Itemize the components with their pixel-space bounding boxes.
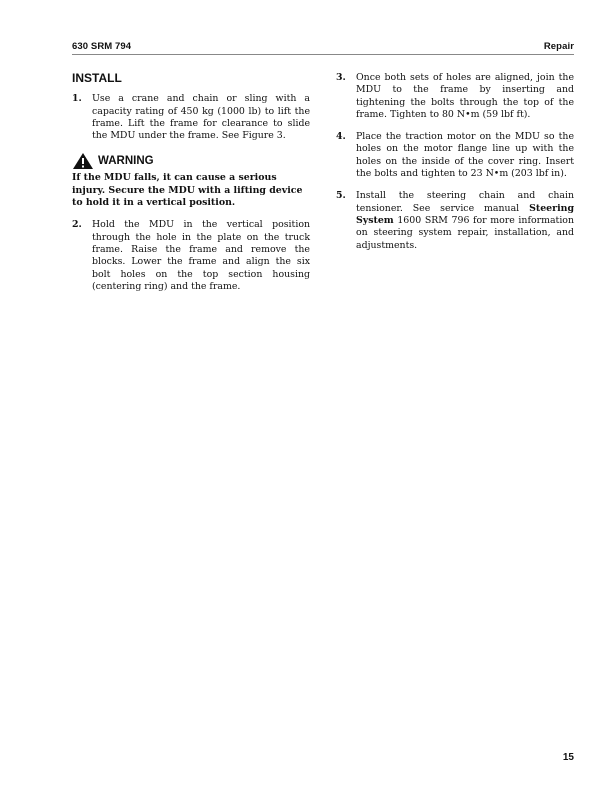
step-text: Use a crane and chain or sling with a capacity rating of 450 kg (1000 lb) to lift the frame. Lift the frame for clearance to slide the MDU under the frame. See Figure 3. (92, 93, 310, 142)
step-number: 3. (336, 72, 346, 83)
warning-header (72, 152, 310, 170)
header-section: Repair (543, 41, 574, 52)
right-column (336, 72, 574, 262)
step-text (356, 190, 574, 251)
warning-text: If the MDU falls, it can cause a serious injury. Secure the MDU with a lifting device to hold it in a vertical position. (72, 172, 303, 209)
step-5 (336, 190, 574, 251)
step-1 (72, 93, 310, 142)
warning-triangle-icon (72, 152, 94, 170)
step-3 (336, 72, 574, 121)
step-number: 1. (72, 93, 82, 105)
step-text: Once both sets of holes are aligned, join the MDU to the frame by inserting and tightening the bolts through the top of the frame. Tighten to 80 N•m (59 lbf ft). (356, 72, 574, 120)
step-text: Place the traction motor on the MDU so the holes on the motor flange line up with the holes on the inside of the cover ring. Insert the bolts and tighten to 23 N•m (203 lbf in). (356, 131, 574, 180)
step-number: 2. (72, 219, 82, 231)
page-number: 15 (562, 752, 574, 763)
step-2 (72, 219, 310, 293)
manual-title-reference: Steering System (356, 202, 574, 226)
step-number: 5. (336, 190, 346, 202)
header-manual-id: 630 SRM 794 (72, 41, 132, 52)
left-column (72, 72, 310, 303)
section-title: INSTALL (72, 71, 122, 85)
step-text-after: 1600 SRM 796 for more information on steering system repair, installation, and adjustments. (356, 214, 574, 251)
warning-label: WARNING (98, 155, 154, 168)
step-text-before: Install the steering chain and chain tensioner. See service manual (356, 190, 574, 214)
step-text: Hold the MDU in the vertical position through the hole in the plate on the truck frame. Raise the frame and remove the blocks. Lower the frame and align the six bolt holes on the top section housing (centering ring) and the frame. (92, 219, 310, 292)
step-4 (336, 131, 574, 180)
step-number: 4. (336, 131, 346, 143)
header-rule (72, 54, 574, 55)
